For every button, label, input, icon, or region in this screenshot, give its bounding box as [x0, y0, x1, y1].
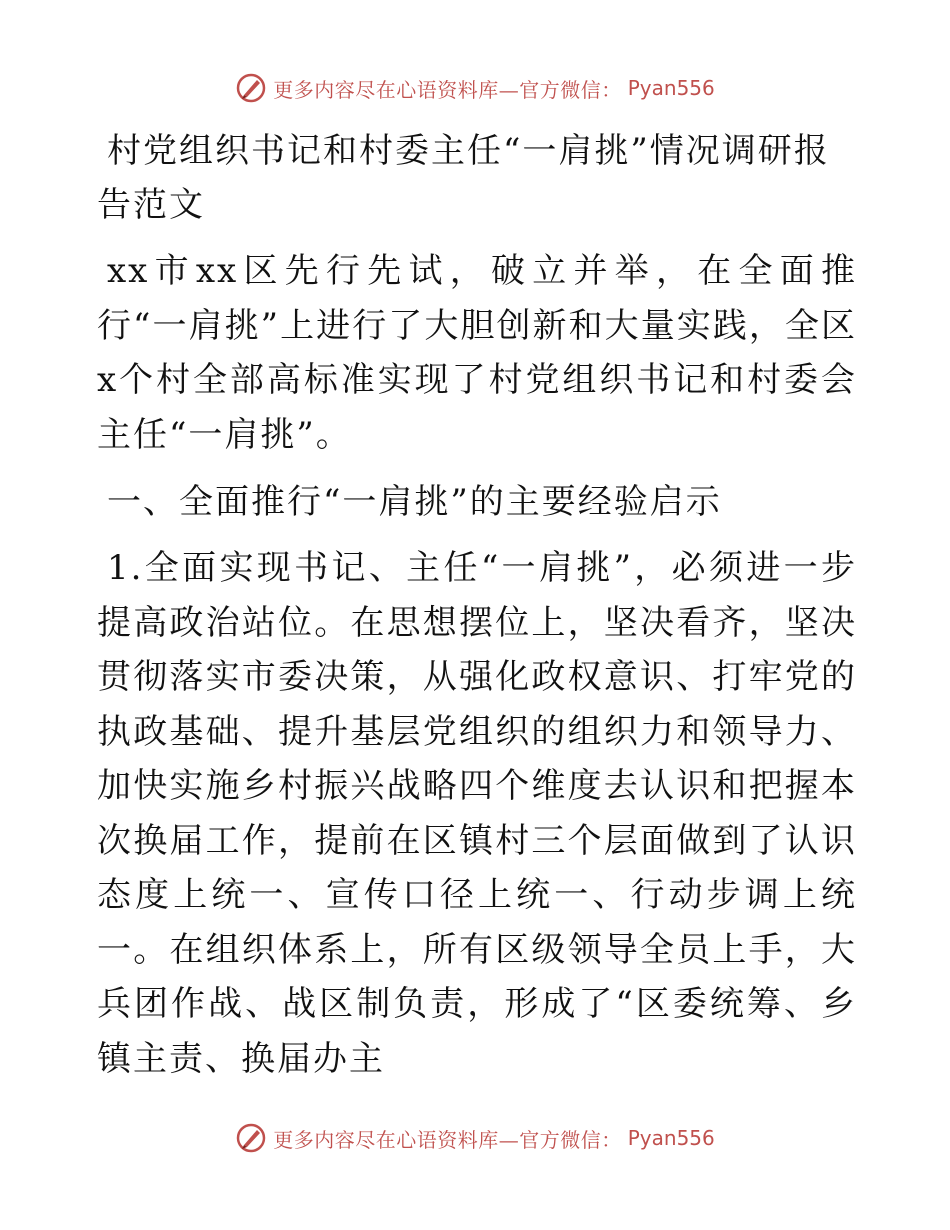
- watermark-text: 更多内容尽在心语资料库—官方微信：: [273, 1127, 622, 1152]
- watermark-account: Pyan556: [627, 76, 715, 100]
- section-heading: 一、全面推行“一肩挑”的主要经验启示: [107, 482, 722, 522]
- header-watermark: [0, 72, 950, 104]
- pen-logo-icon: [235, 1122, 267, 1154]
- pen-logo-icon: [235, 72, 267, 104]
- watermark-account: Pyan556: [627, 1126, 715, 1150]
- intro-paragraph: xx市xx区先行先试，破立并举，在全面推行“一肩挑”上进行了大胆创新和大量实践，全区x个村全部高标准实现了村党组织书记和村委会主任“一肩挑”。: [97, 251, 857, 455]
- footer-watermark: [0, 1122, 950, 1154]
- document-title: 村党组织书记和村委主任“一肩挑”情况调研报告范文: [97, 131, 830, 225]
- watermark-text: 更多内容尽在心语资料库—官方微信：: [273, 77, 622, 102]
- point-paragraph: 1.全面实现书记、主任“一肩挑”，必须进一步提高政治站位。在思想摆位上，坚决看齐，坚决贯彻落实市委决策，从强化政权意识、打牢党的执政基础、提升基层党组织的组织力和领导力、加快实施乡村振兴战略四个维度去认识和把握本次换届工作，提前在区镇村三个层面做到了认识态度上统一、宣传口径上统一、行动步调上统一。在组织体系上，所有区级领导全员上手，大兵团作战、战区制负责，形成了“区委统筹、乡镇主责、换届办主: [97, 548, 857, 1079]
- document-body: [97, 124, 857, 1099]
